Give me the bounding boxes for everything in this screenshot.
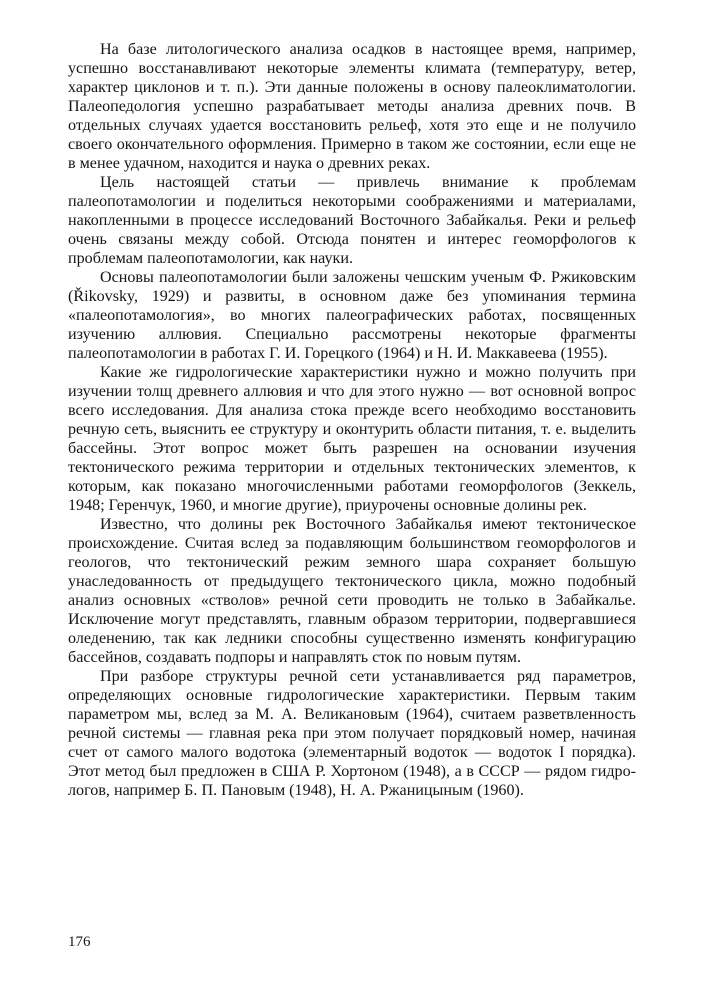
paragraph-3: Основы палеопотамологии были заложены чешским ученым Ф. Ржиковским (Řikovsky, 1929) и развиты, в основном даже без упоминания термина «палеопотамология», во многих палеографических работах, посвященных изучению аллювия. Специально рассмотрены некоторые фрагменты палеопотамологии в работах Г. И. Горецкого (1964) и Н. И. Маккавеева (1955). xyxy=(68,269,636,362)
paragraph-6: При разборе структуры речной сети устанавливается ряд параметров, определяющих основные гидрологические характеристики. Первым таким параметром мы, вслед за М. А. Великановым (1964), считаем разветвленность речной системы — главная река при этом получает порядковый номер, начиная счет от самого малого водотока (элементарный водоток — водоток I порядка). Этот метод был предложен в США Р. Хортоном (1948), а в СССР — рядом гидрологов, например Б. П. Пановым (1948), Н. А. Ржаницыным (1960). xyxy=(68,668,636,799)
document-body xyxy=(68,40,636,800)
page-number: 176 xyxy=(68,934,91,950)
paragraph-1: На базе литологического анализа осадков в настоящее время, например, успешно восстанавливают некоторые элементы климата (температуру, ветер, характер циклонов и т. п.). Эти данные положены в основу палеоклиматологии. Палеопедология успешно разрабатывает методы анализа древних почв. В отдельных случаях удается восстановить рельеф, хотя это еще и не получило своего окончательного оформления. Примерно в таком же состоянии, если еще не в менее удачном, находится и наука о древних реках. xyxy=(68,41,636,172)
paragraph-2: Цель настоящей статьи — привлечь внимание к проблемам палеопотамологии и поделиться некоторыми соображениями и материалами, накопленными в процессе исследований Восточного Забайкалья. Реки и рельеф очень связаны между собой. Отсюда понятен и интерес геоморфологов к проблемам палеопотамологии, как науки. xyxy=(68,174,636,267)
paragraph-5: Известно, что долины рек Восточного Забайкалья имеют тектоническое происхождение. Считая вслед за подавляющим большинством геоморфологов и геологов, что тектонический режим земного шара сохраняет большую унаследованность от предыдущего тектонического цикла, можно подобный анализ основных «стволов» речной сети проводить не только в Забайкалье. Исключение могут представлять, главным образом территории, подвергавшиеся оледенению, так как ледники способны существенно изменять конфигурацию бассейнов, создавать подпоры и направлять сток по новым путям. xyxy=(68,516,636,666)
paragraph-4: Какие же гидрологические характеристики нужно и можно получить при изучении толщ древнего аллювия и что для этого нужно — вот основной вопрос всего исследования. Для анализа стока прежде всего необходимо восстановить речную сеть, выяснить ее структуру и оконтурить области питания, т. е. выделить бассейны. Этот вопрос может быть разрешен на основании изучения тектонического режима территории и отдельных тектонических элементов, к которым, как показано многочисленными работами геоморфологов (Зеккель, 1948; Геренчук, 1960, и многие другие), приурочены основные долины рек. xyxy=(68,364,636,514)
